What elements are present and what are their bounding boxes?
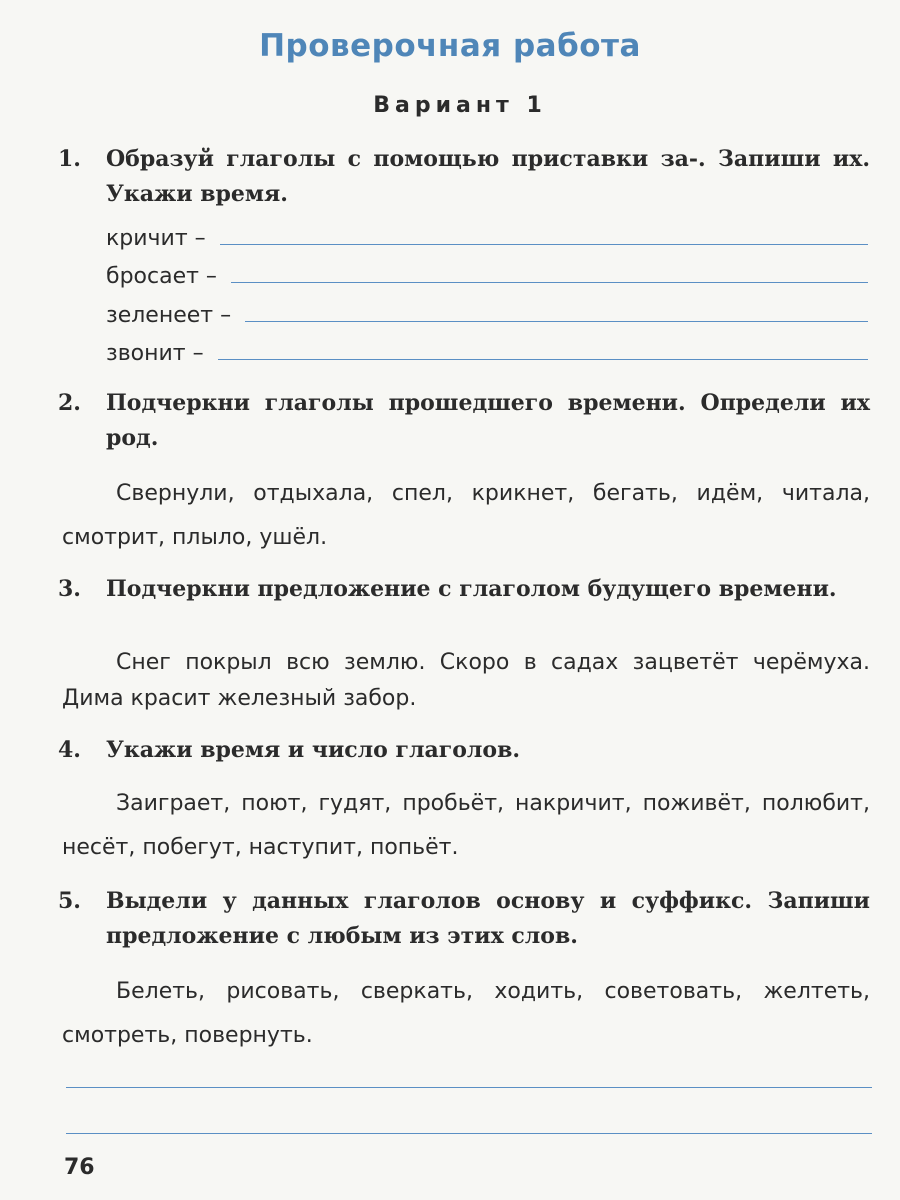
fill-row	[106, 222, 868, 256]
task-number: 1.	[58, 146, 81, 172]
word-list: Заиграет, поют, гудят, пробьёт, накричит, поживёт, полюбит, несёт, побегут, наступит, попьёт.	[62, 791, 870, 860]
fill-word: зеленеет –	[106, 303, 232, 328]
task-5	[58, 884, 870, 954]
task-1	[58, 142, 870, 212]
word-list: Белеть, рисовать, сверкать, ходить, советовать, желтеть, смотреть, повернуть.	[62, 979, 870, 1048]
task-number: 5.	[58, 888, 81, 914]
answer-line[interactable]	[66, 1087, 872, 1088]
answer-line[interactable]	[66, 1133, 872, 1134]
answer-line[interactable]	[218, 337, 868, 360]
task-3	[58, 572, 870, 607]
task-instruction: Укажи время и число глаголов.	[106, 737, 521, 763]
word-list: Свернули, отдыхала, спел, крикнет, бегать, идём, читала, смотрит, плыло, ушёл.	[62, 481, 870, 550]
task-number: 4.	[58, 737, 81, 763]
answer-line[interactable]	[220, 222, 868, 245]
task-instruction: Образуй глаголы с помощью приставки за-. Запиши их. Укажи время.	[106, 146, 870, 207]
answer-line[interactable]	[231, 260, 868, 283]
task-number: 2.	[58, 390, 81, 416]
fill-row	[106, 260, 868, 294]
fill-word: бросает –	[106, 264, 217, 289]
fill-word: кричит –	[106, 226, 206, 251]
fill-word: звонит –	[106, 341, 204, 366]
page-number: 76	[64, 1155, 95, 1180]
task-2	[58, 386, 870, 456]
task-instruction: Подчеркни предложение с глаголом будущего времени.	[106, 576, 837, 602]
page-title: Проверочная работа	[259, 28, 641, 64]
sentence-list: Снег покрыл всю землю. Скоро в садах зацветёт черёмуха. Дима красит железный забор.	[62, 650, 870, 711]
task-instruction: Подчеркни глаголы прошедшего времени. Определи их род.	[106, 390, 870, 451]
answer-line[interactable]	[245, 299, 868, 322]
fill-row	[106, 337, 868, 371]
variant-heading: Вариант 1	[373, 93, 547, 118]
task-instruction: Выдели у данных глаголов основу и суффикс. Запиши предложение с любым из этих слов.	[106, 888, 870, 949]
fill-row	[106, 299, 868, 333]
task-4	[58, 733, 870, 768]
task-number: 3.	[58, 576, 81, 602]
